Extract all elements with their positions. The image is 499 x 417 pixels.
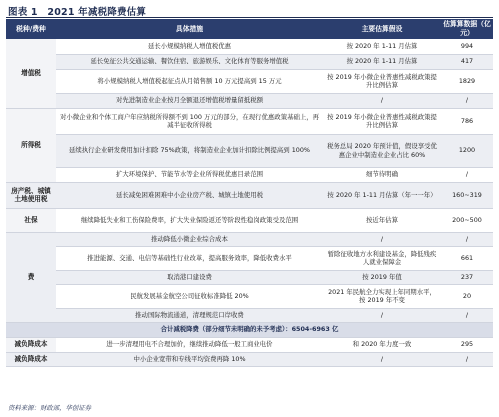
measure-cell: 延续执行企业研发费用加计扣除 75%政策，将制造业企业加计扣除比例提高到 100%	[56, 134, 323, 167]
table-row	[6, 54, 493, 69]
value-cell: /	[441, 232, 493, 246]
assumption-cell: 按 2020 年 1-11 月估算（年一一年）	[323, 182, 441, 208]
assumption-cell: 按 2019 年值	[323, 270, 441, 284]
measure-cell: 对小微企业和个体工商户年应纳税所得额不到 100 万元的部分，在现行优惠政策基础上，再减半征收所得税	[56, 108, 323, 134]
assumption-cell: 按 2019 年小微企业普惠性减税政策提升比例估算	[323, 69, 441, 93]
measure-cell: 推进能源、交通、电信等基础性行业改革，提高服务效率，降低收费水平	[56, 246, 323, 270]
table-row	[6, 246, 493, 270]
table-row	[6, 167, 493, 182]
table-row	[6, 134, 493, 167]
assumption-cell: 2021 年民航全力实现上年同期水平，按 2019 年不变	[323, 284, 441, 308]
table-header-row	[6, 19, 493, 39]
source-note: 资料来源：财政部，华创证券	[8, 404, 92, 412]
category-cell: 社保	[6, 208, 56, 232]
value-cell: 417	[441, 54, 493, 69]
measure-cell: 延长免征公共交通运输、餐饮住宿、旅游娱乐、文化体育等服务增值税	[56, 54, 323, 69]
category-cell: 所得税	[6, 108, 56, 182]
table-row	[6, 232, 493, 246]
header-estimate: 估算算数据（亿元）	[441, 19, 493, 39]
assumption-cell: 按 2020 年 1-11 月估算	[323, 54, 441, 69]
measure-cell: 扩大环境保护、节能节水等企业所得税优惠目录范围	[56, 167, 323, 182]
assumption-cell: 暂除征收地方水利建设基金，降低残疾人就业保障金	[323, 246, 441, 270]
assumption-cell: /	[323, 93, 441, 108]
measure-cell: 延长减免困难困难中小企业房产税、城镇土地使用税	[56, 182, 323, 208]
assumption-cell: /	[323, 308, 441, 322]
category-cell: 增值税	[6, 39, 56, 108]
total-label: 合计减税降费（部分细节未明确的未予考虑）：6504-6963 亿	[6, 322, 493, 337]
value-cell: /	[441, 308, 493, 322]
figure-title: 图表 1 2021 年减税降费估算	[8, 7, 147, 18]
value-cell: 661	[441, 246, 493, 270]
value-cell: 994	[441, 39, 493, 54]
header-assumption: 主要估算假设	[323, 19, 441, 39]
total-row	[6, 322, 493, 337]
value-cell: /	[441, 93, 493, 108]
assumption-cell: 按近年估算	[323, 208, 441, 232]
value-cell: /	[441, 167, 493, 182]
value-cell: /	[441, 352, 493, 366]
table-row	[6, 69, 493, 93]
table-row	[6, 270, 493, 284]
measure-cell: 推动国际物流通道，清理规范口岸收费	[56, 308, 323, 322]
category-cell: 房产税、城镇土地使用税	[6, 182, 56, 208]
table-row	[6, 308, 493, 322]
measure-cell: 进一步清理用电不合理加价，继续推动降低一般工商业电价	[56, 337, 323, 352]
tax-reduction-table	[6, 19, 493, 367]
table-row	[6, 93, 493, 108]
table-row	[6, 208, 493, 232]
table-row	[6, 284, 493, 308]
table-row	[6, 108, 493, 134]
value-cell: 1829	[441, 69, 493, 93]
assumption-cell: 按 2020 年 1-11 月估算	[323, 39, 441, 54]
value-cell: 295	[441, 337, 493, 352]
measure-cell: 民航发展基金航空公司征收标准降低 20%	[56, 284, 323, 308]
measure-cell: 对先进制造业企业按月全额退还增值税增量留抵税额	[56, 93, 323, 108]
title-divider	[6, 17, 493, 18]
value-cell: 160~319	[441, 182, 493, 208]
header-tax-type: 税种/费种	[6, 19, 56, 39]
measure-cell: 继续降低失业和工伤保险费率，扩大失业保险返还等阶段性稳岗政策受及范围	[56, 208, 323, 232]
value-cell: 1200	[441, 134, 493, 167]
table-row	[6, 337, 493, 352]
value-cell: 200~500	[441, 208, 493, 232]
value-cell: 20	[441, 284, 493, 308]
category-cell: 减负降成本	[6, 337, 56, 352]
assumption-cell: 细节待明确	[323, 167, 441, 182]
assumption-cell: 和 2020 年力度一致	[323, 337, 441, 352]
measure-cell: 延长小规模纳税人增值税优惠	[56, 39, 323, 54]
value-cell: 786	[441, 108, 493, 134]
table-row	[6, 182, 493, 208]
value-cell: 237	[441, 270, 493, 284]
category-cell: 减负降成本	[6, 352, 56, 366]
assumption-cell: /	[323, 232, 441, 246]
table-row	[6, 352, 493, 366]
measure-cell: 将小规模纳税人增值税起征点从月销售额 10 万元提高到 15 万元	[56, 69, 323, 93]
measure-cell: 推动降低小微企业综合成本	[56, 232, 323, 246]
assumption-cell: 按 2019 年小微企业普惠性减税政策提升比例估算	[323, 108, 441, 134]
assumption-cell: 税务总局 2020 年预计值，假设享受优惠企业中制造业企业占比 60%	[323, 134, 441, 167]
category-cell: 费	[6, 232, 56, 322]
header-measure: 具体措施	[56, 19, 323, 39]
assumption-cell: /	[323, 352, 441, 366]
measure-cell: 取消港口建设费	[56, 270, 323, 284]
measure-cell: 中小企业宽带和专线平均资费再降 10%	[56, 352, 323, 366]
table-row	[6, 39, 493, 54]
